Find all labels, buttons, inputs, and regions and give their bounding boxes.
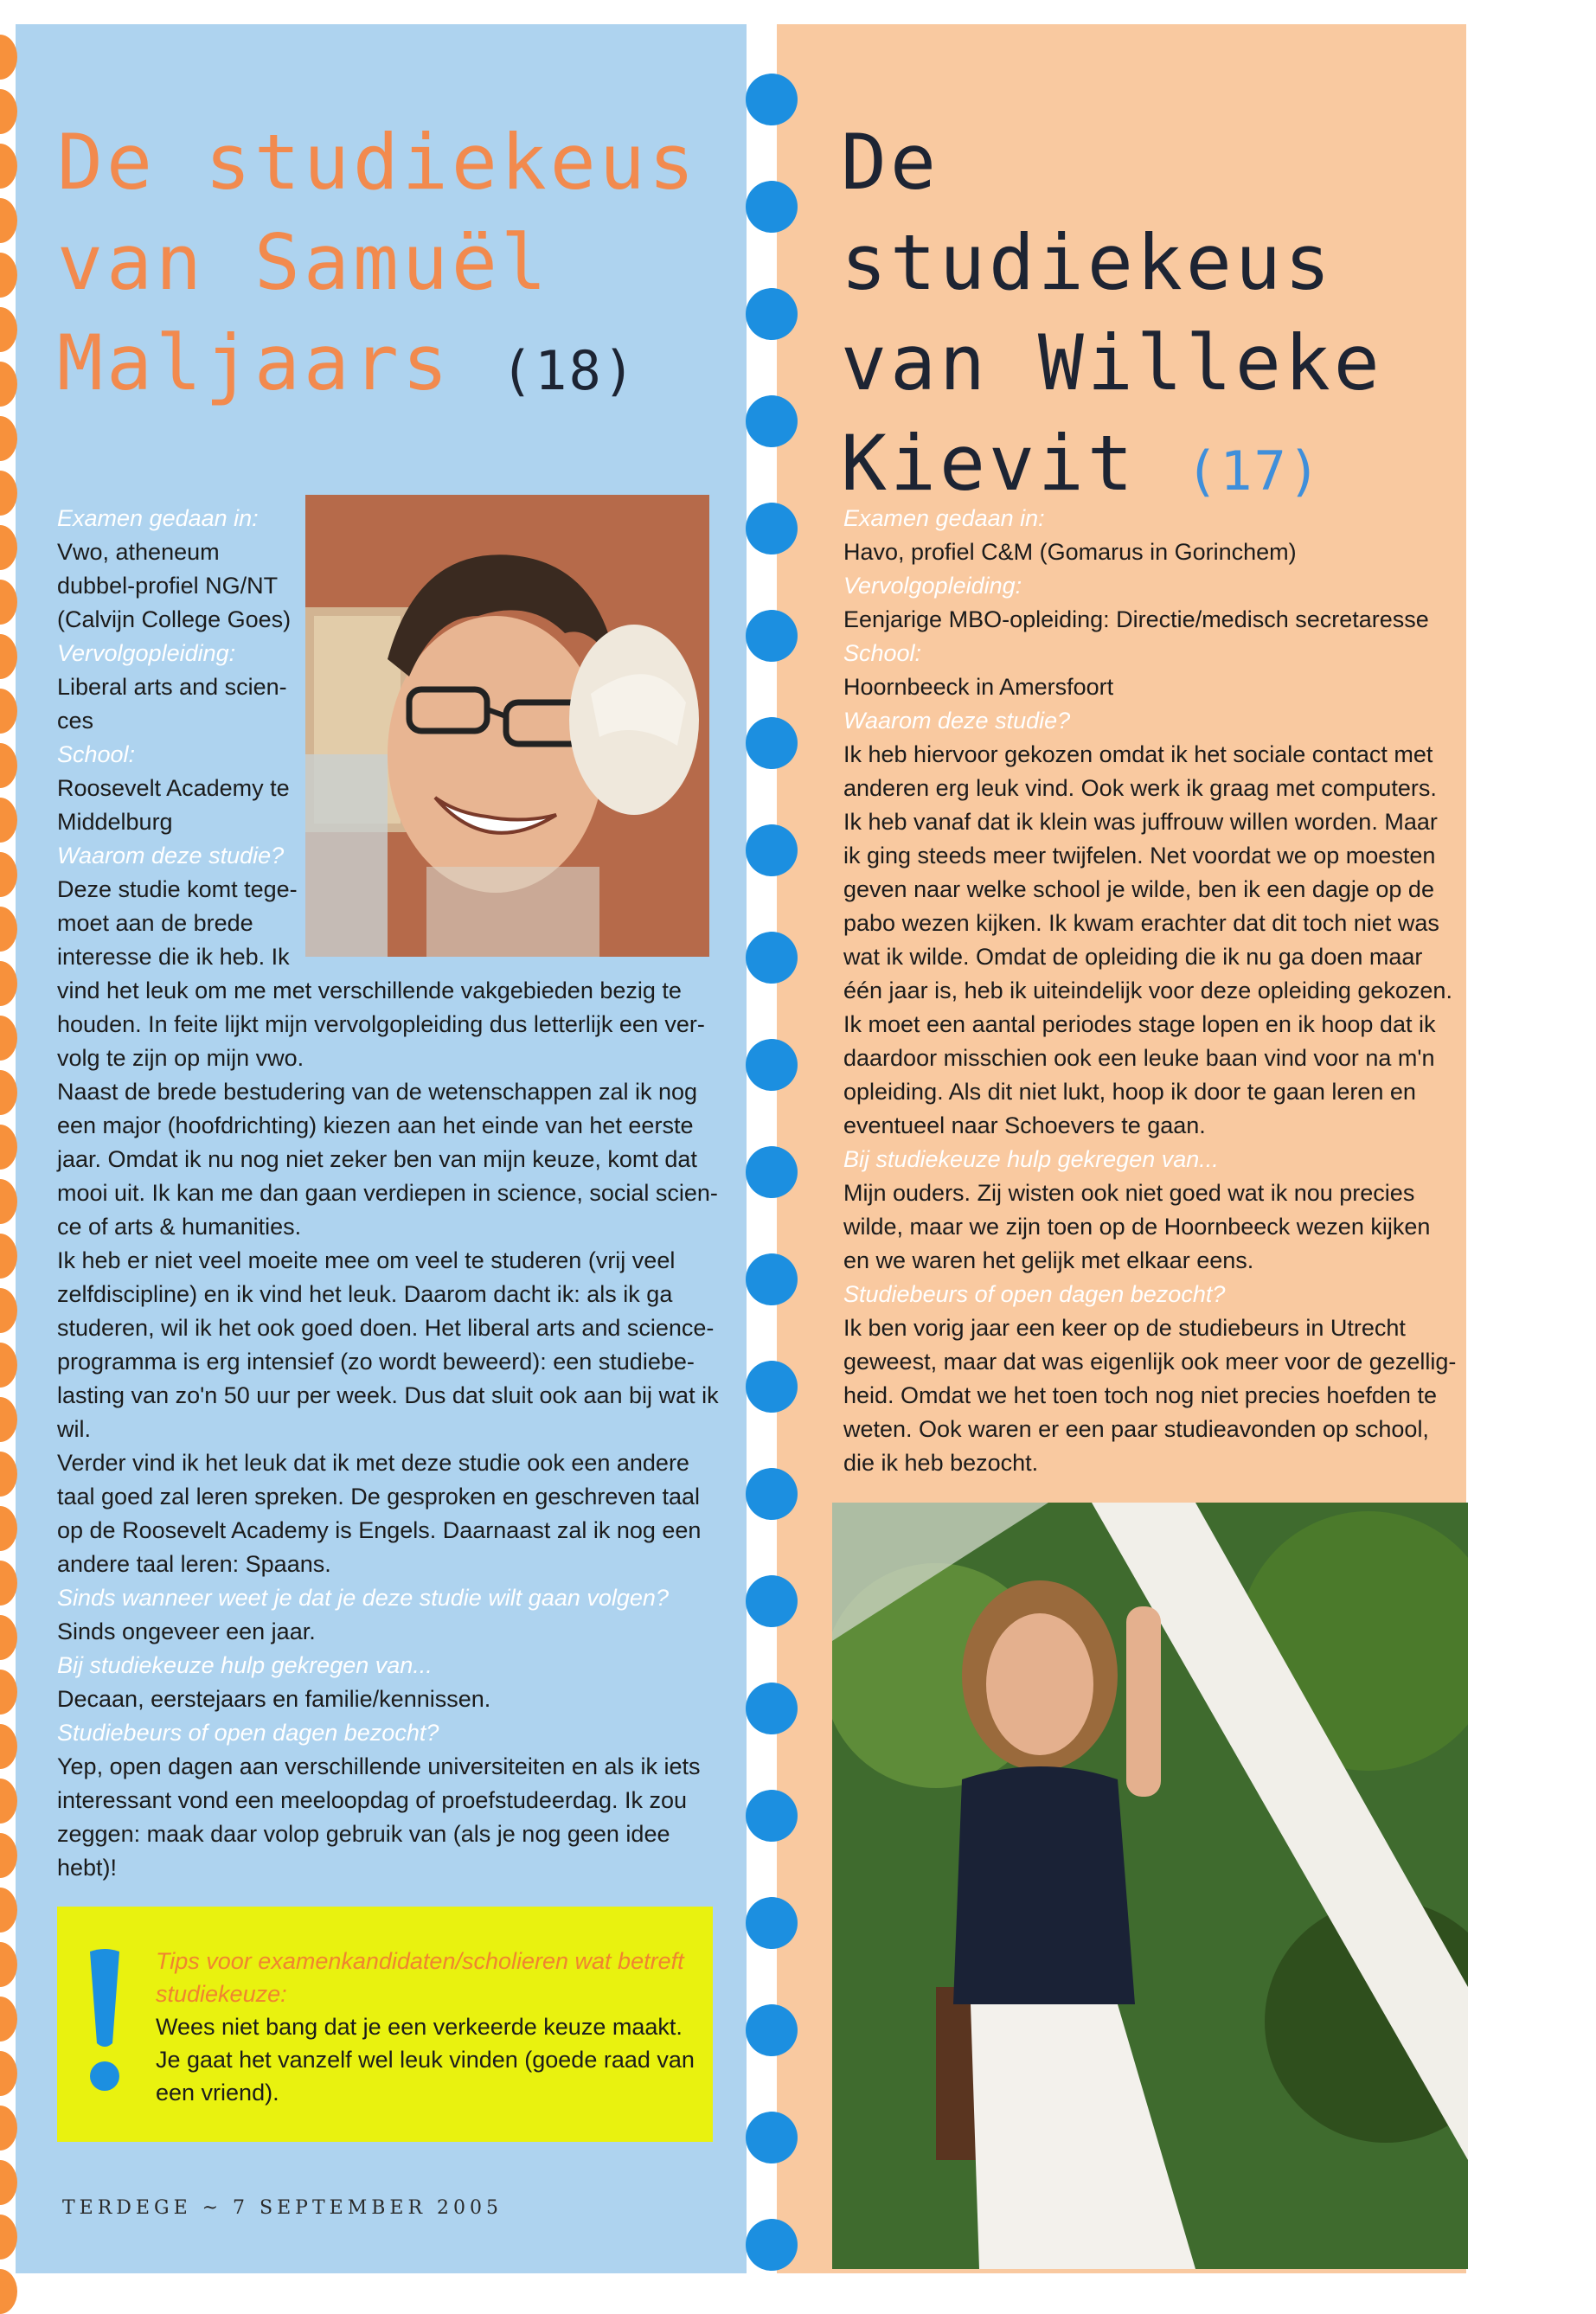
decorative-dot	[0, 1997, 17, 2042]
decorative-dot	[746, 395, 798, 447]
decorative-dot	[0, 1779, 17, 1824]
answer-text: Decaan, eerstejaars en familie/kennissen.	[57, 1686, 491, 1712]
decorative-dot	[0, 743, 17, 788]
portrait-photo-willeke	[832, 1503, 1468, 2269]
decorative-dot	[746, 1790, 798, 1842]
portrait-photo-samuel	[305, 495, 709, 957]
answer-text: Liberal arts and scien-ces	[57, 674, 287, 734]
decorative-dot	[746, 1253, 798, 1305]
question-label: Vervolgopleiding:	[57, 640, 236, 666]
decorative-dot	[0, 1288, 17, 1333]
answer-text: Ik heb hiervoor gekozen omdat ik het sociale contact met anderen erg leuk vind. Ook werk ik graag met computers. Ik heb vanaf dat ik klein was juffrouw willen worden. Maar ik ging steeds meer twijfelen. Net voordat we op moesten geven naar welke school je wilde, ben ik een dagje op de pabo wezen kijken. Ik kwam erachter dat dit toch niet was wat ik wilde. Omdat de opleiding die ik nu ga doen maar één jaar is, heb ik uiteindelijk voor deze opleiding gekozen. Ik moet een aantal periodes stage lopen en ik hoop dat ik daardoor misschien ook een leuke baan vind voor na m'n opleiding. Als dit niet lukt, hoop ik door te gaan leren en eventueel naar Schoevers te gaan.	[843, 741, 1452, 1138]
decorative-dot	[0, 1888, 17, 1933]
decorative-dot	[0, 89, 17, 134]
question-label: Bij studiekeuze hulp gekregen van...	[57, 1652, 433, 1678]
decorative-dot	[0, 1179, 17, 1224]
answer-text: Vwo, atheneum dubbel-profiel NG/NT (Calvijn College Goes)	[57, 539, 292, 632]
left-headline-line2: van Samuël	[57, 218, 550, 307]
left-age: (18)	[500, 339, 638, 402]
decorative-dot	[746, 1361, 798, 1413]
decorative-dot	[0, 1615, 17, 1660]
answer-text: Ik ben vorig jaar een keer op de studiebeurs in Utrecht geweest, maar dat was eigenlijk ook meer voor de gezellig-heid. Omdat we het toen toch nog niet precies hoefden te weten. Ook waren er een paar studieavonden op school, die ik heb bezocht.	[843, 1315, 1457, 1476]
question-label: Studiebeurs of open dagen bezocht?	[843, 1281, 1226, 1307]
right-headline	[841, 112, 1446, 522]
decorative-dot	[0, 1670, 17, 1715]
answer-text: Hoornbeeck in Amersfoort	[843, 674, 1114, 700]
answer-text: Havo, profiel C&M (Gomarus in Gorinchem)	[843, 539, 1297, 565]
left-edge-dots	[0, 0, 35, 2301]
decorative-dot	[746, 288, 798, 340]
decorative-dot	[0, 1942, 17, 1987]
decorative-dot	[0, 2215, 17, 2260]
page-footer: TERDEGE ~ 7 SEPTEMBER 2005	[62, 2197, 503, 2219]
decorative-dot	[746, 74, 798, 125]
decorative-dot	[0, 1016, 17, 1061]
paragraph: Verder vind ik het leuk dat ik met deze studie ook een andere taal goed zal leren spreken. De gesproken en geschreven taal op de Roosevelt Academy is Engels. Daarnaast zal ik nog een andere taal leren: Spaans.	[57, 1450, 702, 1577]
paragraph: Naast de brede bestudering van de wetenschappen zal ik nog een major (hoofdrichting) kiezen aan het einde van het eerste jaar. Omdat ik nu nog niet zeker ben van mijn keuze, komt dat mooi uit. Ik kan me dan gaan verdiepen in science, social scien-ce of arts & humanities.	[57, 1079, 718, 1240]
decorative-dot	[0, 198, 17, 243]
right-headline-line1: De studiekeus	[841, 118, 1334, 307]
decorative-dot	[0, 634, 17, 679]
answer-text: Roosevelt Academy te Middelburg	[57, 775, 290, 835]
decorative-dot	[746, 2004, 798, 2056]
decorative-dot	[0, 416, 17, 461]
decorative-dot	[0, 852, 17, 897]
decorative-dot	[746, 824, 798, 876]
decorative-dot	[746, 2219, 798, 2271]
decorative-dot	[0, 1070, 17, 1115]
decorative-dot	[0, 1343, 17, 1388]
question-label: Vervolgopleiding:	[843, 573, 1022, 599]
decorative-dot	[0, 1724, 17, 1769]
answer-text: Sinds ongeveer een jaar.	[57, 1619, 316, 1644]
exclamation-icon	[83, 1946, 126, 2095]
question-label: Examen gedaan in:	[57, 505, 259, 531]
decorative-dot	[0, 2269, 17, 2314]
question-label: Waarom deze studie?	[57, 843, 285, 869]
decorative-dot	[0, 1452, 17, 1497]
decorative-dot	[0, 362, 17, 407]
tip-text	[156, 1945, 701, 2109]
decorative-dot	[0, 1561, 17, 1606]
decorative-dot	[0, 961, 17, 1006]
decorative-dot	[0, 1506, 17, 1551]
decorative-dot	[0, 2051, 17, 2096]
question-label: Waarom deze studie?	[843, 708, 1071, 734]
decorative-dot	[0, 35, 17, 80]
decorative-dot	[746, 1683, 798, 1734]
paragraph: Ik heb er niet veel moeite mee om veel te studeren (vrij veel zelfdiscipline) en ik vind het leuk. Daarom dacht ik: als ik ga studeren, wil ik het ook goed doen. Het liberal arts and science-programma is erg intensief (zo wordt beweerd): een studiebe-lasting van zo'n 50 uur per week. Dus dat sluit ook aan bij wat ik wil.	[57, 1247, 719, 1442]
decorative-dot	[746, 1575, 798, 1627]
question-label: School:	[843, 640, 922, 666]
decorative-dot	[0, 2106, 17, 2151]
question-label: School:	[57, 741, 136, 767]
tip-body: Wees niet bang dat je een verkeerde keuze maakt. Je gaat het vanzelf wel leuk vinden (goede raad van een vriend).	[156, 2014, 695, 2106]
decorative-dot	[746, 1146, 798, 1198]
answer-text: Eenjarige MBO-opleiding: Directie/medisch secretaresse	[843, 606, 1429, 632]
decorative-dot	[0, 1397, 17, 1442]
decorative-dot	[0, 307, 17, 352]
question-label: Sinds wanneer weet je dat je deze studie wilt gaan volgen?	[57, 1585, 669, 1611]
decorative-dot	[746, 1897, 798, 1949]
decorative-dot	[0, 1234, 17, 1279]
left-profile-block	[57, 502, 302, 974]
decorative-dot	[0, 907, 17, 952]
portrait-illustration	[832, 1503, 1468, 2269]
question-label: Studiebeurs of open dagen bezocht?	[57, 1720, 439, 1746]
answer-text: Deze studie komt tege-moet aan de brede interesse die ik heb. Ik	[57, 876, 298, 970]
decorative-dot	[0, 2160, 17, 2205]
left-article-body	[57, 974, 723, 1885]
tip-title: Tips voor examenkandidaten/scholieren wat betreft studiekeuze:	[156, 1948, 684, 2007]
decorative-dot	[746, 932, 798, 984]
right-headline-line2: van Willeke	[841, 318, 1383, 407]
decorative-dot	[0, 144, 17, 189]
left-headline	[57, 112, 732, 421]
question-label: Examen gedaan in:	[843, 505, 1045, 531]
decorative-dot	[0, 525, 17, 570]
answer-text: Yep, open dagen aan verschillende universiteiten en als ik iets interessant vond een meeloopdag of proefstudeerdag. Ik zou zeggen: maak daar volop gebruik van (als je nog geen idee hebt)!	[57, 1753, 701, 1881]
decorative-dot	[0, 1833, 17, 1878]
right-headline-line3: Kievit	[841, 419, 1137, 508]
page-margin	[1466, 24, 1596, 2273]
decorative-dot	[746, 610, 798, 662]
decorative-dot	[746, 1039, 798, 1091]
decorative-dot	[0, 798, 17, 843]
decorative-dot	[746, 181, 798, 233]
right-article-body	[843, 502, 1458, 1480]
decorative-dot	[0, 253, 17, 298]
paragraph: vind het leuk om me met verschillende vakgebieden bezig te houden. In feite lijkt mijn vervolgopleiding dus letterlijk een ver-volg te zijn op mijn vwo.	[57, 978, 705, 1071]
decorative-dot	[0, 1125, 17, 1170]
decorative-dot	[0, 689, 17, 734]
left-headline-line3: Maljaars	[57, 318, 452, 407]
decorative-dot	[746, 2112, 798, 2163]
right-age: (17)	[1185, 439, 1323, 503]
decorative-dot	[746, 717, 798, 769]
portrait-illustration	[305, 495, 709, 957]
decorative-dot	[0, 471, 17, 516]
decorative-dot	[0, 580, 17, 625]
decorative-dot	[746, 1468, 798, 1520]
question-label: Bij studiekeuze hulp gekregen van...	[843, 1146, 1219, 1172]
decorative-dot	[746, 503, 798, 554]
answer-text: Mijn ouders. Zij wisten ook niet goed wat ik nou precies wilde, maar we zijn toen op de Hoornbeeck wezen kijken en we waren het gelijk met elkaar eens.	[843, 1180, 1431, 1273]
left-headline-line1: De studiekeus	[57, 118, 698, 207]
